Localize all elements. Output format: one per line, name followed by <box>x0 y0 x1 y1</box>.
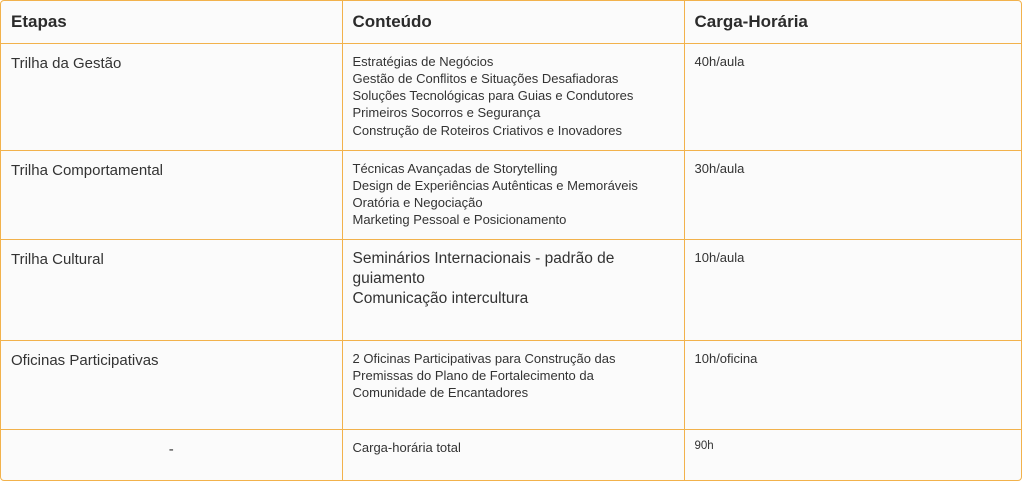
conteudo-line: Estratégias de Negócios <box>352 53 494 69</box>
workload-table <box>1 1 1021 480</box>
table-row-total <box>1 429 1021 480</box>
header-conteudo: Conteúdo <box>342 1 684 43</box>
conteudo-cell <box>342 429 684 480</box>
etapa-cell: Oficinas Participativas <box>1 340 342 429</box>
conteudo-line: Oratória e Negociação <box>352 195 483 211</box>
table-row <box>1 239 1021 340</box>
conteudo-line: Comunicação intercultura <box>352 289 529 307</box>
conteudo-cell <box>342 239 684 340</box>
conteudo-line: Marketing Pessoal e Posicionamento <box>352 212 567 228</box>
etapa-cell: Trilha Comportamental <box>1 150 342 239</box>
header-carga-horaria: Carga-Horária <box>684 1 1021 43</box>
conteudo-line: Construção de Roteiros Criativos e Inovadores <box>352 122 623 138</box>
carga-cell: 30h/aula <box>684 150 1021 239</box>
carga-cell: 10h/aula <box>684 239 1021 340</box>
conteudo-cell <box>342 340 684 429</box>
etapa-cell: Trilha da Gestão <box>1 43 342 150</box>
etapa-cell: Trilha Cultural <box>1 239 342 340</box>
conteudo-line: Seminários Internacionais - padrão de guiamento <box>352 249 615 287</box>
conteudo-line: Design de Experiências Autênticas e Memoráveis <box>352 177 638 193</box>
conteudo-line: Técnicas Avançadas de Storytelling <box>352 160 558 176</box>
conteudo-line: Comunidade de Encantadores <box>352 385 529 401</box>
table-row <box>1 150 1021 239</box>
carga-cell: 10h/oficina <box>684 340 1021 429</box>
etapa-cell: - <box>1 429 342 480</box>
conteudo-line: Carga-horária total <box>352 439 461 455</box>
conteudo-cell <box>342 150 684 239</box>
table-header-row <box>1 1 1021 43</box>
conteudo-line: Soluções Tecnológicas para Guias e Condutores <box>352 88 634 104</box>
carga-cell: 40h/aula <box>684 43 1021 150</box>
conteudo-line: Premissas do Plano de Fortalecimento da <box>352 367 594 383</box>
table-row <box>1 340 1021 429</box>
conteudo-cell <box>342 43 684 150</box>
carga-total-cell: 90h <box>684 429 1021 480</box>
conteudo-line: Primeiros Socorros e Segurança <box>352 105 541 121</box>
conteudo-line: 2 Oficinas Participativas para Construção das <box>352 350 616 366</box>
header-etapas: Etapas <box>1 1 342 43</box>
table-row <box>1 43 1021 150</box>
conteudo-line: Gestão de Conflitos e Situações Desafiadoras <box>352 70 619 86</box>
